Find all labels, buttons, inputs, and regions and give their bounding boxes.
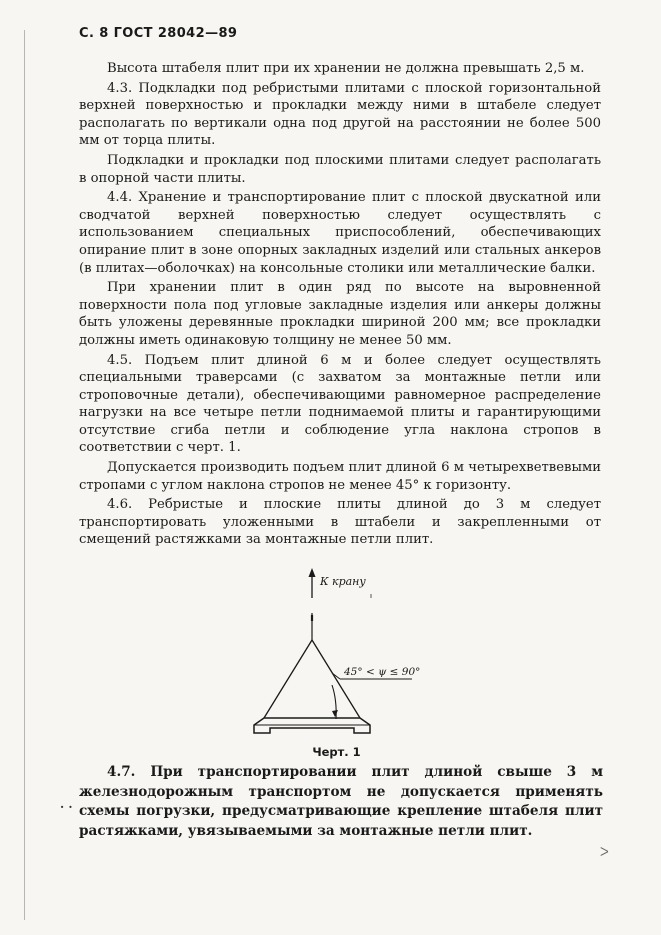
- figure-caption: Черт. 1: [312, 745, 361, 759]
- paragraph-pads-flat-plates: Подкладки и прокладки под плоскими плитами следует располагать в опорной части плиты.: [79, 152, 601, 186]
- paragraph-4-7: 4.7. При транспортировании плит длиной свыше 3 м железнодорожным транспортом не допускается применять схемы погрузки, предусматривающие крепление штабеля плит растяжками, увязываемыми за монтажные петли плит.: [79, 764, 603, 839]
- paragraph-4-6: 4.6. Ребристые и плоские плиты длиной до 3 м следует транспортировать уложенными в штабели и закрепленными от смещений растяжками за монтажные петли плит.: [79, 497, 601, 548]
- margin-dots-mark: · ·: [60, 800, 73, 814]
- paragraph-4-4: 4.4. Хранение и транспортирование плит с плоской двускатной или сводчатой верхней поверхностью следует осуществлять с использованием специальных приспособлений, обеспечивающих опирание плит в зоне опорных закладных изделий или стальных анкеров (в плитах—оболочках) на консольные столики или металлические балки.: [79, 190, 601, 276]
- arrow-up-icon: [309, 568, 316, 598]
- paragraph-4-5: 4.5. Подъем плит длиной 6 м и более следует осуществлять специальными траверсами (с захватом за монтажные петли или строповочные детали), обеспечивающими равномерное распределение нагрузки на все четыре петли поднимаемой плиты и гарантирующими отсутствие сгиба петли и соблюдение угла наклона стропов в соответствии с черт. 1.: [79, 352, 601, 456]
- lifting-scheme-drawing: [250, 565, 420, 755]
- angle-annotation: [332, 673, 412, 719]
- binding-margin-line: [24, 30, 25, 920]
- paragraph-four-leg-slings: Допускается производить подъем плит длиной 6 м четырехветвевыми стропами с углом наклона стропов не менее 45° к горизонту.: [79, 460, 601, 493]
- page-header: С. 8 ГОСТ 28042—89: [79, 26, 238, 41]
- paragraph-4-3: 4.3. Подкладки под ребристыми плитами с плоской горизонтальной верхней поверхностью и прокладки между ними в штабеле следует располагать по вертикали одна под другой на расстоянии не более 500 мм от торца плиты.: [79, 80, 601, 149]
- corner-mark: ᐳ: [600, 845, 609, 859]
- arrow-label: К крану: [320, 575, 366, 588]
- paragraph-single-row-storage: При хранении плит в один ряд по высоте на выровненной поверхности пола под угловые закладные изделия или анкеры должны быть уложены деревянные прокладки шириной 200 мм; все прокладки должны иметь одинаковую толщину не менее 50 мм.: [79, 280, 601, 348]
- angle-label: 45° < ψ ≤ 90°: [344, 666, 420, 678]
- lifting-scheme-figure: [250, 565, 420, 755]
- slab-plate: [254, 718, 370, 733]
- body-text: [79, 60, 601, 549]
- paragraph-stack-height: Высота штабеля плит при их хранении не должна превышать 2,5 м.: [107, 61, 585, 76]
- bottom-text: [79, 763, 603, 841]
